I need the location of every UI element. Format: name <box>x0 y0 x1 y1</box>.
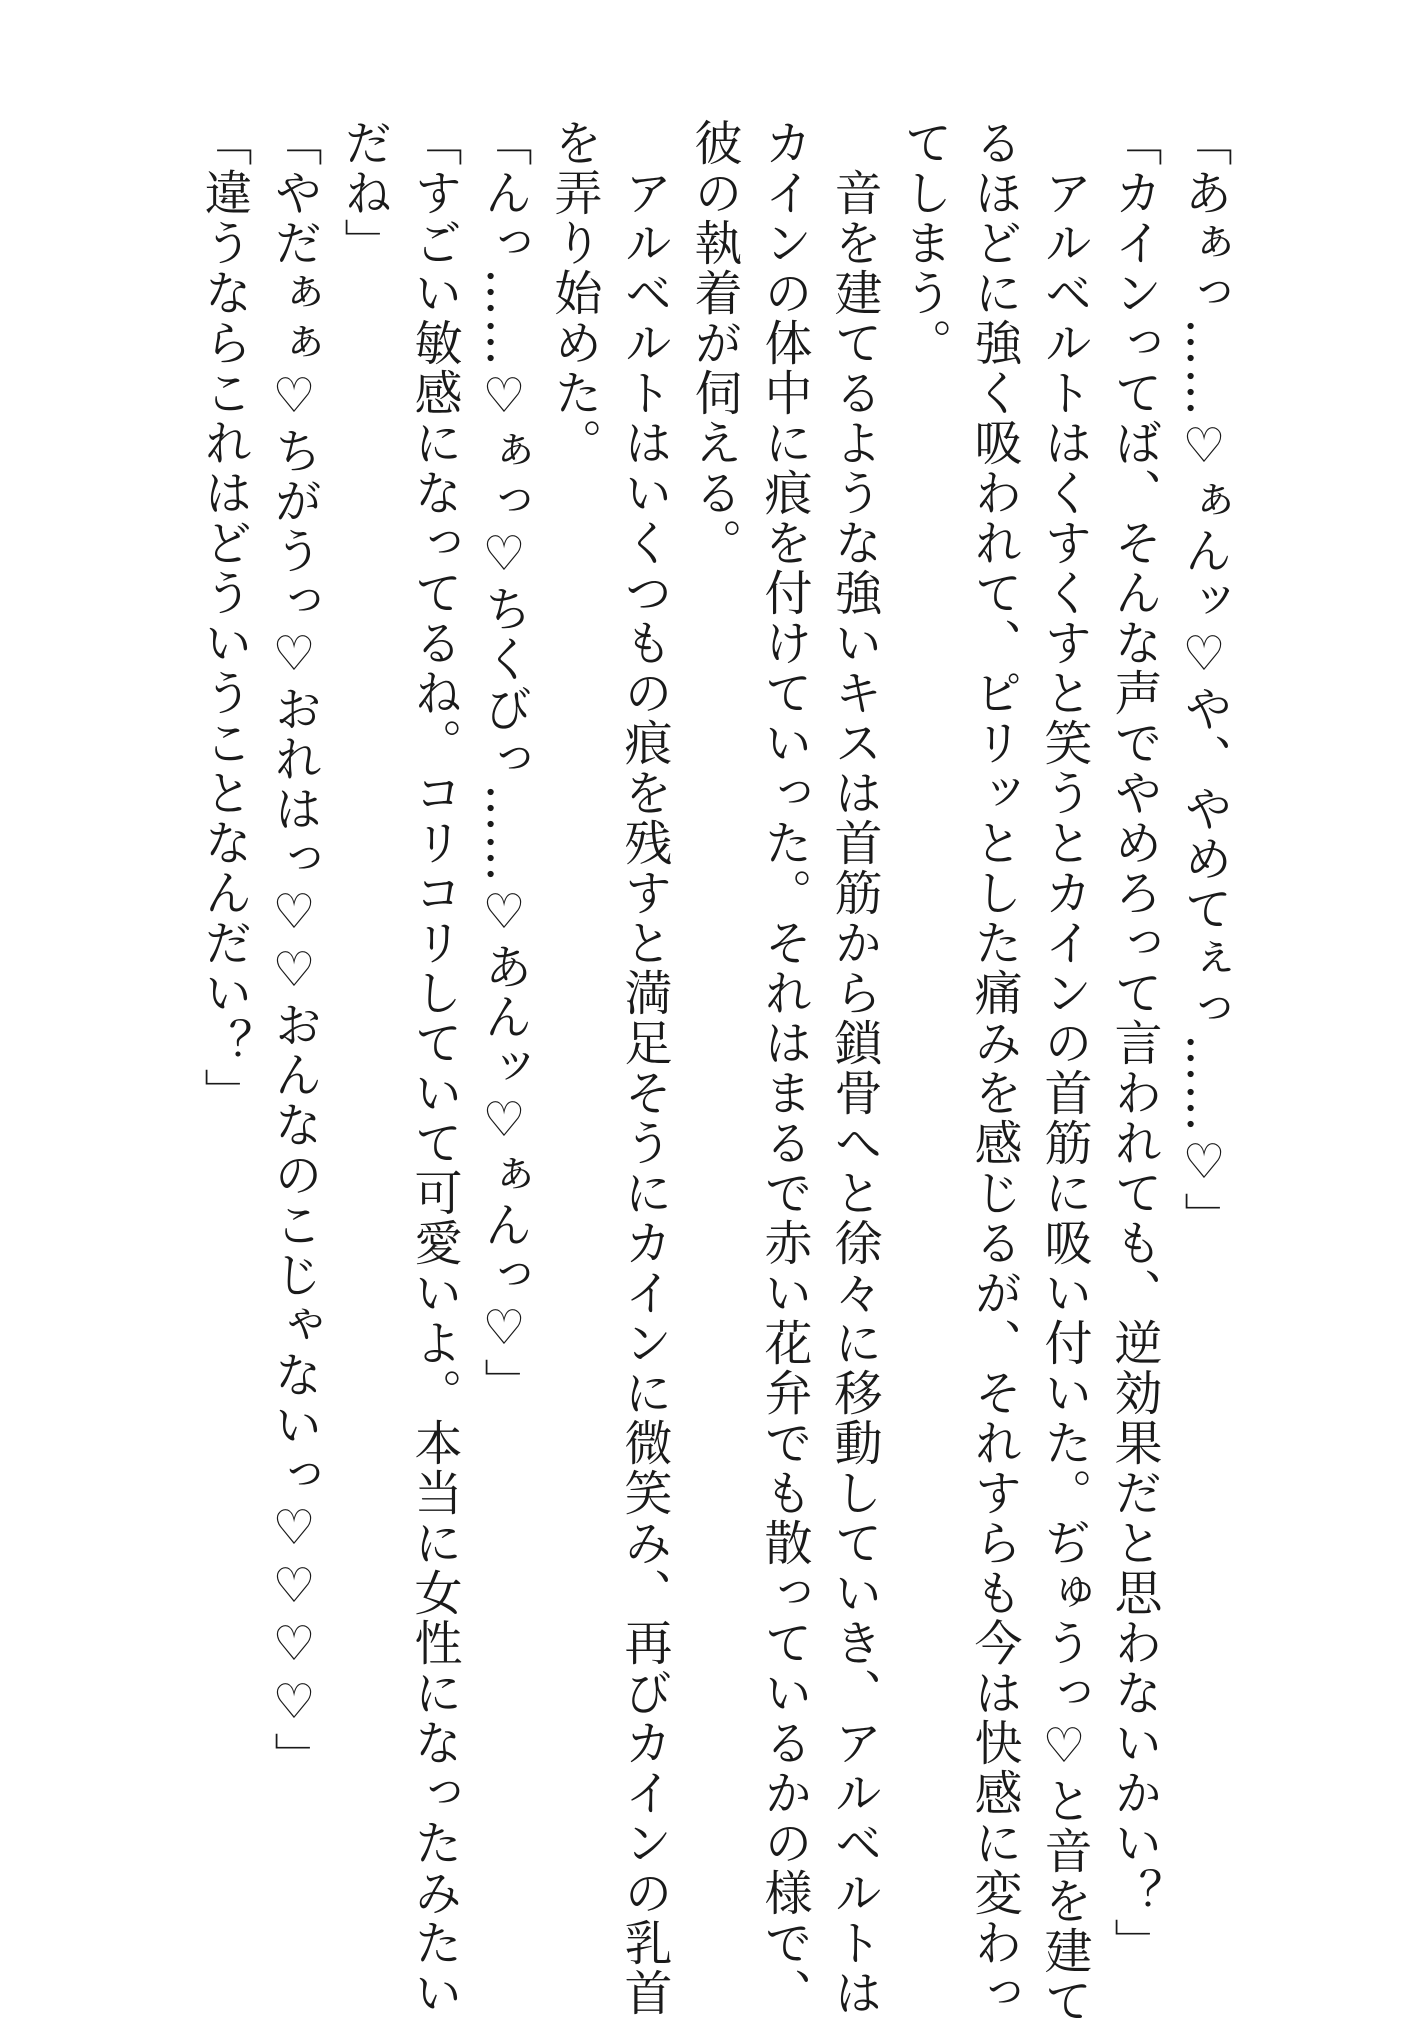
text-line-1: 「あぁっ……♡ぁんッ♡や、やめてぇっ……♡」 <box>1176 118 1232 1242</box>
text-line-2: 「カインってば、そんな声でやめろって言われても、逆効果だと思わないかい？」 <box>1106 118 1162 1968</box>
text-line-13: だね」 <box>336 118 392 268</box>
text-line-14: 「やだぁぁ♡ちがうっ♡おれはっ♡♡おんなのこじゃないっ♡♡♡♡」 <box>266 118 322 1782</box>
vertical-text-block <box>189 118 1239 2026</box>
text-line-15: 「違うならこれはどういうことなんだい？」 <box>196 118 252 1118</box>
text-line-4: るほどに強く吸われて、ピリッとした痛みを感じるが、それすらも今は快感に変わっ <box>966 118 1022 2018</box>
text-line-5: てしまう。 <box>896 118 952 368</box>
text-line-6: 音を建てるような強いキスは首筋から鎖骨へと徐々に移動していき、アルベルトは <box>826 118 882 2018</box>
text-line-7: カインの体中に痕を付けていった。それはまるで赤い花弁でも散っているかの様で、 <box>756 118 812 2018</box>
text-line-9: アルベルトはいくつもの痕を残すと満足そうにカインに微笑み、再びカインの乳首 <box>616 118 672 2018</box>
text-line-12: 「すごい敏感になってるね。コリコリしていて可愛いよ。本当に女性になったみたい <box>406 118 462 2018</box>
text-line-8: 彼の執着が伺える。 <box>686 118 742 568</box>
text-line-3: アルベルトはくすくすと笑うとカインの首筋に吸い付いた。ぢゅうっ♡と音を建て <box>1036 118 1092 2026</box>
text-line-11: 「んっ……♡ぁっ♡ちくびっ……♡あんッ♡ぁんっ♡」 <box>476 118 532 1408</box>
text-line-10: を弄り始めた。 <box>546 118 602 468</box>
